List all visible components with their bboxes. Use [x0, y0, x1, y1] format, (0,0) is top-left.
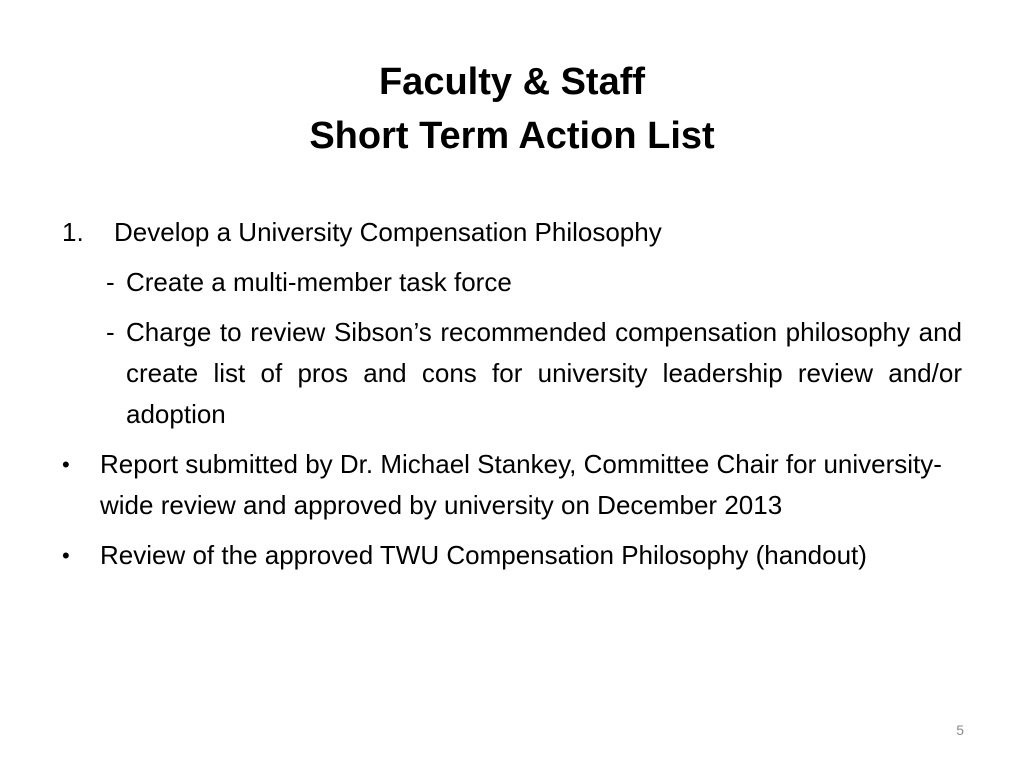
title-line-2: Short Term Action List: [309, 115, 715, 157]
dash-marker: -: [106, 267, 115, 297]
bullet-item-text: Report submitted by Dr. Michael Stankey, Committee Chair for university-wide review and approved by university on December 2013: [100, 449, 942, 520]
list-number: 1.: [62, 217, 84, 247]
slide-body: [62, 212, 962, 585]
numbered-item-1: [62, 212, 962, 253]
slide-title: [0, 55, 1024, 163]
bullet-item-1: [62, 444, 962, 526]
sub-item-text: Charge to review Sibson’s recommended compensation philosophy and create list of pros and cons for university leadership review and/or adoption: [126, 317, 962, 429]
sub-item-text: Create a multi-member task force: [126, 267, 512, 297]
sub-item-1: [62, 262, 962, 303]
dash-marker: -: [106, 317, 115, 347]
bullet-item-2: [62, 535, 962, 576]
title-line-1: Faculty & Staff: [378, 61, 646, 103]
sub-item-2: [62, 312, 962, 435]
numbered-item-text: Develop a University Compensation Philosophy: [114, 217, 662, 247]
page-number: 5: [956, 722, 964, 738]
bullet-item-text: Review of the approved TWU Compensation Philosophy (handout): [100, 540, 867, 570]
bullet-icon: •: [62, 543, 70, 568]
bullet-icon: •: [62, 452, 70, 477]
